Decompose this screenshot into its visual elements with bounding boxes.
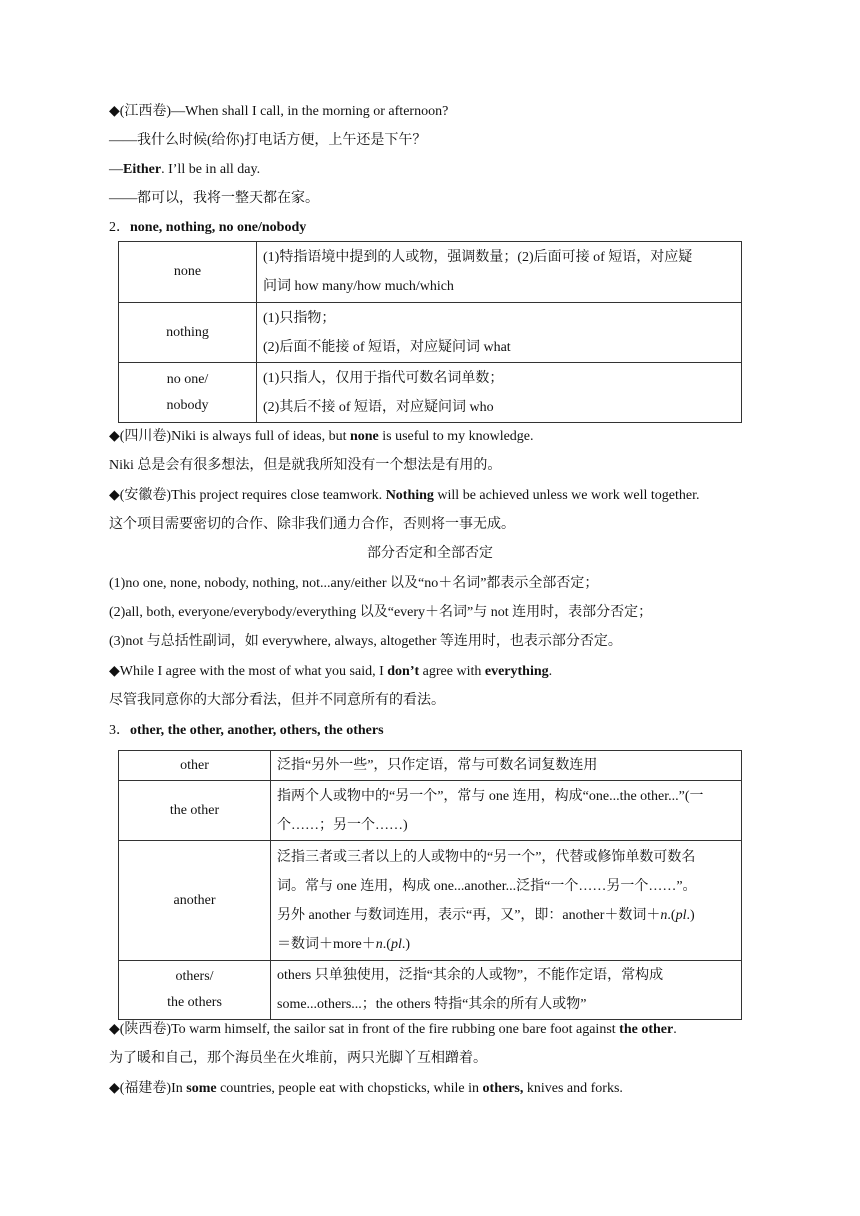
subheading-negation: 部分否定和全部否定 xyxy=(367,546,493,561)
table-key-the-other: the other xyxy=(119,781,271,841)
table-key-nothing: nothing xyxy=(119,303,257,363)
table-value: 指两个人或物中的“另一个”，常与 one 连用，构成“one...the other...”(一 个……；另一个……) xyxy=(271,781,742,841)
example-jiangxi-answer: —Either. I’ll be in all day. xyxy=(109,162,261,177)
table-key-none: none xyxy=(119,242,257,303)
table-value: (1)只指人，仅用于指代可数名词单数； (2)其后不接 of 短语，对应疑问词 who xyxy=(257,363,742,423)
example-anhui-translation: 这个项目需要密切的合作、除非我们通力合作，否则将一事无成。 xyxy=(109,517,515,532)
table-key-other: other xyxy=(119,751,271,781)
example-sichuan: ◆(四川卷)Niki is always full of ideas, but none is useful to my knowledge. xyxy=(109,429,534,444)
rule-2: (2)all, both, everyone/everybody/everything 以及“every＋名词”与 not 连用时，表部分否定； xyxy=(109,605,653,620)
table-value: (1)只指物； (2)后面不能接 of 短语，对应疑问词 what xyxy=(257,303,742,363)
example-partial-negation-translation: 尽管我同意你的大部分看法，但并不同意所有的看法。 xyxy=(109,693,445,708)
table-value: others 只单独使用，泛指“其余的人或物”，不能作定语，常构成 some...others...；the others 特指“其余的所有人或物” xyxy=(271,961,742,1020)
rule-1: (1)no one, none, nobody, nothing, not...any/either 以及“no＋名词”都表示全部否定； xyxy=(109,576,599,591)
table-row xyxy=(119,781,742,841)
example-jiangxi-answer-translation: ——都可以，我将一整天都在家。 xyxy=(109,191,319,206)
table-key-no-one: no one/ nobody xyxy=(119,363,257,423)
table-row xyxy=(119,751,742,781)
other-another-table xyxy=(118,750,742,1020)
section-heading-3: 3．other, the other, another, others, the others xyxy=(109,723,384,738)
example-shaanxi-translation: 为了暖和自己，那个海员坐在火堆前，两只光脚丫互相蹭着。 xyxy=(109,1051,487,1066)
example-fujian: ◆(福建卷)In some countries, people eat with chopsticks, while in others, knives and forks. xyxy=(109,1081,623,1096)
example-jiangxi-question: ◆(江西卷)—When shall I call, in the morning or afternoon? xyxy=(109,104,449,119)
table-row xyxy=(119,303,742,363)
table-row xyxy=(119,363,742,423)
section-heading-2: 2．none, nothing, no one/nobody xyxy=(109,220,307,235)
example-partial-negation: ◆While I agree with the most of what you said, I don’t agree with everything. xyxy=(109,664,553,679)
example-sichuan-translation: Niki 总是会有很多想法，但是就我所知没有一个想法是有用的。 xyxy=(109,458,502,473)
table-row xyxy=(119,841,742,961)
example-shaanxi: ◆(陕西卷)To warm himself, the sailor sat in front of the fire rubbing one bare foot against the other. xyxy=(109,1022,677,1037)
example-anhui: ◆(安徽卷)This project requires close teamwork. Nothing will be achieved unless we work well together. xyxy=(109,488,700,503)
example-jiangxi-question-translation: ——我什么时候(给你)打电话方便，上午还是下午？ xyxy=(109,133,427,148)
table-value: 泛指“另外一些”，只作定语，常与可数名词复数连用 xyxy=(271,751,742,781)
table-row xyxy=(119,961,742,1020)
table-key-others: others/ the others xyxy=(119,961,271,1020)
table-row xyxy=(119,242,742,303)
table-value: 泛指三者或三者以上的人或物中的“另一个”，代替或修饰单数可数名 词。常与 one 连用，构成 one...another...泛指“一个……另一个……”。 另外 another 与数词连用，表示“再，又”，即：another＋数词＋n.(pl.) ＝数词＋more＋n.(pl.) xyxy=(271,841,742,961)
table-key-another: another xyxy=(119,841,271,961)
table-value: (1)特指语境中提到的人或物，强调数量；(2)后面可接 of 短语，对应疑 问词 how many/how much/which xyxy=(257,242,742,303)
none-nothing-table xyxy=(118,241,742,423)
rule-3: (3)not 与总括性副词，如 everywhere, always, altogether 等连用时，也表示部分否定。 xyxy=(109,634,622,649)
